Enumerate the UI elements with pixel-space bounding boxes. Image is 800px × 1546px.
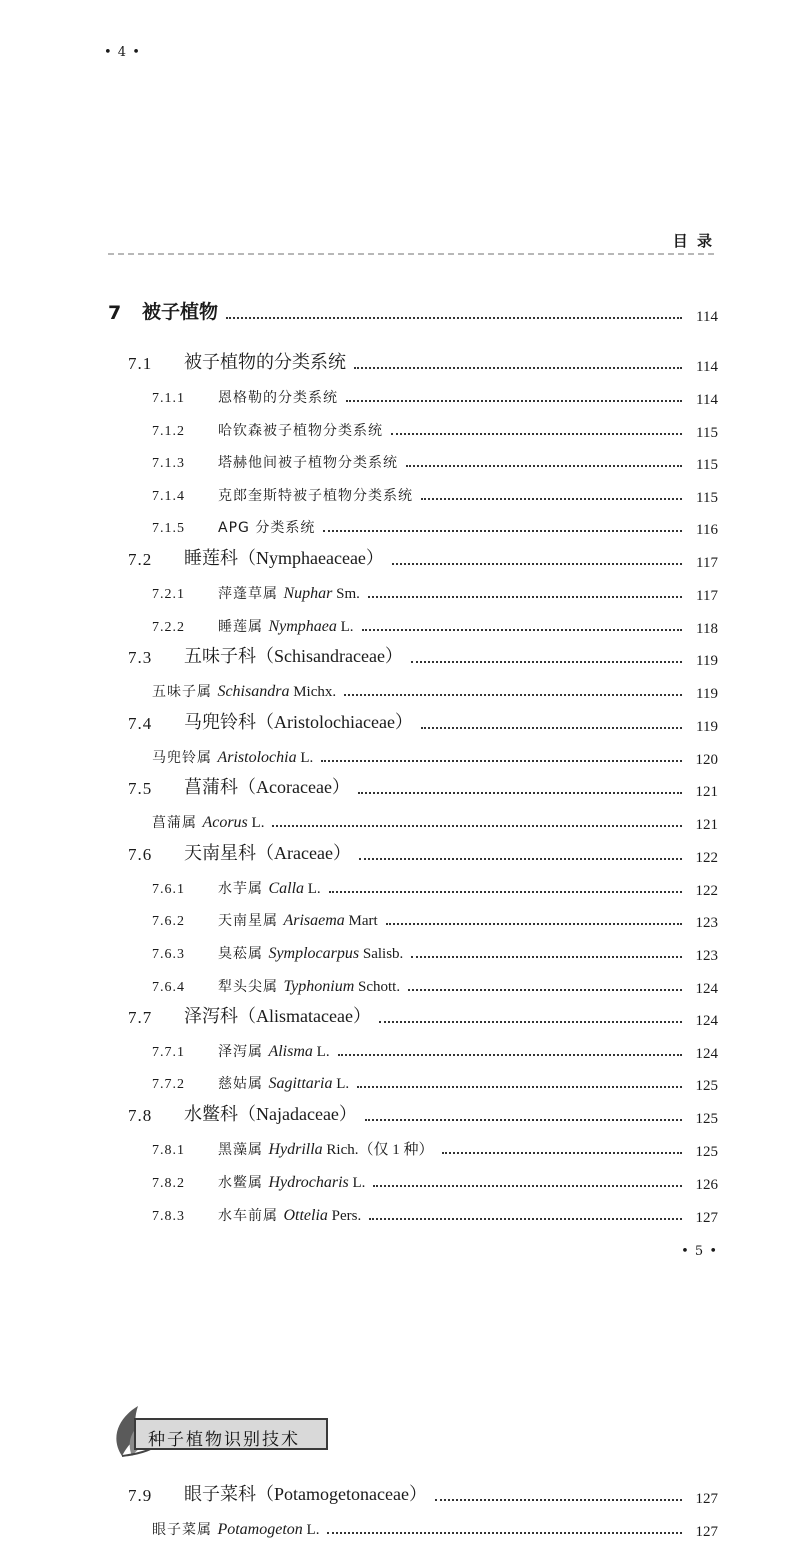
toc-entry-genus-name: Arisaema: [283, 912, 345, 929]
toc-entry-title: [184, 708, 413, 734]
toc-entry-title: [218, 420, 383, 440]
toc-leader-dots: [272, 825, 682, 827]
toc-entry-number: 7.9: [128, 1486, 153, 1505]
toc-entry-title: [218, 910, 378, 930]
toc-entry-number: 7.6.2: [152, 914, 185, 929]
toc-entry-number: 7.1.3: [152, 456, 185, 471]
toc-entry-number: 7.2.1: [152, 587, 185, 602]
toc-entry-page: 124: [695, 1013, 718, 1029]
toc-leader-dots: [392, 563, 682, 565]
toc-entry-title: [218, 878, 321, 898]
toc-entry-page: 119: [696, 686, 718, 702]
toc-entry-cn-title: 黑藻属: [218, 1142, 263, 1158]
toc-entry[interactable]: [0, 773, 800, 799]
toc-entry-latin: Michx.: [289, 684, 337, 700]
book-title-banner: [108, 1404, 328, 1456]
toc-entry-number: 7.7.1: [152, 1045, 185, 1060]
toc-entry-latin: L.: [332, 1076, 350, 1092]
toc-entry-cn-title: 菖蒲科: [184, 777, 238, 798]
toc-entry-page: 115: [696, 457, 718, 473]
toc-entry-genus-name: Aristolochia: [217, 749, 297, 766]
toc-entry-number: 7.1.4: [152, 489, 185, 504]
toc-entry-latin: Mart: [344, 913, 378, 929]
toc-entry-title: [218, 517, 315, 537]
toc-leader-dots: [368, 596, 682, 598]
toc-entry-cn-title: 眼子菜属: [152, 1522, 212, 1538]
toc-entry-number: 7.6.3: [152, 947, 185, 962]
toc-entry-cn-title: 被子植物: [142, 301, 219, 323]
toc-entry-cn-title: 天南星属: [218, 913, 278, 929]
toc-entry-title: [142, 297, 218, 324]
toc-entry-latin: Schott.: [354, 979, 401, 995]
toc-entry-page: 124: [695, 981, 718, 997]
toc-leader-dots: [359, 858, 682, 860]
toc-entry-cn-title: 水鳖属: [218, 1175, 263, 1191]
toc-entry-genus-name: Hydrocharis: [268, 1174, 349, 1191]
toc-entry-cn-title: 水鳖科: [184, 1104, 238, 1125]
toc-entry-genus-name: Typhonium: [283, 978, 355, 995]
toc-entry-cn-title: 五味子属: [152, 684, 212, 700]
toc-leader-dots: [358, 792, 682, 794]
toc-entry-page: 121: [695, 817, 718, 833]
toc-entry-cn-title: 塔赫他间被子植物分类系统: [218, 455, 398, 471]
toc-entry-page: 117: [696, 555, 718, 571]
toc-entry-latin: （Alismataceae）: [238, 1006, 371, 1026]
toc-entry-title: [218, 387, 338, 407]
toc-entry-title: [218, 1172, 365, 1192]
toc-entry[interactable]: [0, 298, 800, 324]
toc-entry[interactable]: [0, 381, 800, 407]
toc-leader-dots: [323, 530, 682, 532]
toc-entry[interactable]: [0, 1035, 800, 1061]
toc-entry-genus-name: Acorus: [202, 814, 248, 831]
page-number-bottom: • 5 •: [681, 1244, 718, 1259]
toc-entry[interactable]: [0, 479, 800, 505]
toc-entry-genus-name: Nuphar: [283, 585, 333, 602]
toc-leader-dots: [369, 1218, 682, 1220]
toc-entry-latin: Sm.: [332, 586, 360, 602]
toc-entry-latin: （Schisandraceae）: [256, 646, 403, 666]
toc-entry-title: [184, 773, 350, 799]
toc-entry[interactable]: [0, 577, 800, 603]
toc-entry-cn-title: 五味子科: [184, 646, 256, 667]
toc-entry-number: 7: [108, 302, 122, 324]
toc-entry-title: [184, 348, 346, 374]
toc-entry-title: [152, 747, 313, 767]
toc-entry-title: [184, 1480, 427, 1506]
toc-entry-number: 7.2: [128, 550, 153, 569]
toc-entry-title: [218, 485, 413, 505]
toc-entry-latin: Salisb.: [359, 946, 404, 962]
toc-entry-page: 125: [695, 1144, 718, 1160]
toc-leader-dots: [406, 465, 682, 467]
toc-entry-number: 7.6.4: [152, 980, 185, 995]
toc-entry-latin: L.: [348, 1175, 366, 1191]
toc-entry[interactable]: [0, 872, 800, 898]
toc-entry[interactable]: [0, 446, 800, 472]
toc-entry[interactable]: [0, 511, 800, 537]
toc-entry-cn-title: 萍蓬草属: [218, 586, 278, 602]
toc-entry-title: [152, 1519, 319, 1539]
toc-leader-dots: [386, 923, 682, 925]
toc-entry-number: 7.7: [128, 1008, 153, 1027]
toc-entry-cn-title: 慈姑属: [218, 1076, 263, 1092]
toc-entry-title: [184, 1100, 357, 1126]
toc-entry-title: [152, 812, 264, 832]
toc-leader-dots: [442, 1152, 682, 1154]
toc-entry-page: 120: [695, 752, 718, 768]
toc-entry-page: 119: [696, 719, 718, 735]
toc-entry-page: 124: [695, 1046, 718, 1062]
toc-entry-cn-title: 菖蒲属: [152, 815, 197, 831]
toc-entry-page: 125: [695, 1111, 718, 1127]
toc-entry-genus-name: Symplocarpus: [268, 945, 360, 962]
toc-entry[interactable]: [0, 642, 800, 668]
running-header-title: 目 录: [672, 232, 714, 250]
toc-entry-number: 7.5: [128, 779, 153, 798]
toc-entry-latin: （Araceae）: [256, 843, 351, 863]
toc-leader-dots: [344, 694, 682, 696]
toc-entry-latin: L.: [304, 881, 321, 897]
toc-entry-number: 7.1: [128, 354, 153, 373]
toc-entry[interactable]: [0, 1480, 800, 1506]
toc-leader-dots: [379, 1021, 682, 1023]
toc-entry-number: 7.4: [128, 714, 153, 733]
toc-leader-dots: [357, 1086, 682, 1088]
toc-entry-title: [218, 943, 403, 963]
toc-leader-dots: [362, 629, 682, 631]
toc-entry-genus-name: Ottelia: [283, 1207, 328, 1224]
toc-entry-page: 121: [695, 784, 718, 800]
toc-entry[interactable]: [0, 1100, 800, 1126]
toc-entry-number: 7.2.2: [152, 620, 185, 635]
toc-entry-number: 7.8.3: [152, 1209, 185, 1224]
toc-entry-number: 7.8.1: [152, 1143, 185, 1158]
toc-entry-cn-title: 睡莲属: [218, 619, 263, 635]
toc-leader-dots: [338, 1054, 682, 1056]
toc-leader-dots: [435, 1499, 682, 1501]
toc-entry-cn-title: 眼子菜科: [184, 1484, 256, 1505]
toc-entry-title: [218, 976, 400, 996]
toc-entry-genus-name: Potamogeton: [217, 1521, 303, 1538]
toc-leader-dots: [421, 498, 682, 500]
toc-entry[interactable]: [0, 544, 800, 570]
toc-entry-cn-title: 睡莲科: [184, 548, 238, 569]
toc-entry[interactable]: [0, 839, 800, 865]
toc-entry-cn-title: 水芋属: [218, 881, 263, 897]
toc-entry[interactable]: [0, 708, 800, 734]
toc-entry[interactable]: [0, 675, 800, 701]
toc-leader-dots: [329, 891, 682, 893]
toc-entry-genus-name: Alisma: [268, 1043, 313, 1060]
toc-leader-dots: [411, 956, 682, 958]
toc-entry-cn-title: 水车前属: [218, 1208, 278, 1224]
toc-entry-latin: L.: [312, 1044, 330, 1060]
toc-entry[interactable]: [0, 1133, 800, 1159]
toc-entry-latin: Pers.: [327, 1208, 362, 1224]
toc-entry-title: [218, 1041, 330, 1061]
toc-entry-number: 7.6: [128, 845, 153, 864]
toc-entry-latin: Rich.（仅 1 种）: [322, 1142, 434, 1158]
toc-entry-number: 7.1.2: [152, 424, 185, 439]
toc-entry-title: [218, 452, 398, 472]
toc-entry-page: 115: [696, 490, 718, 506]
toc-entry-cn-title: 恩格勒的分类系统: [218, 390, 338, 406]
toc-leader-dots: [346, 400, 682, 402]
toc-entry-number: 7.1.5: [152, 521, 185, 536]
toc-entry[interactable]: [0, 610, 800, 636]
toc-entry[interactable]: [0, 937, 800, 963]
toc-entry-latin: L.: [336, 619, 354, 635]
toc-entry-latin: （Acoraceae）: [238, 777, 350, 797]
toc-entry-page: 123: [695, 948, 718, 964]
toc-entry-page: 119: [696, 653, 718, 669]
toc-entry-page: 114: [696, 309, 718, 325]
toc-entry-title: [152, 681, 336, 701]
toc-entry-page: 127: [695, 1210, 718, 1226]
toc-entry[interactable]: [0, 806, 800, 832]
toc-leader-dots: [226, 317, 682, 319]
toc-entry-cn-title: 天南星科: [184, 843, 256, 864]
toc-entry-cn-title: 泽泻科: [184, 1006, 238, 1027]
toc-entry-latin: （Nymphaeaceae）: [238, 548, 384, 568]
toc-entry-page: 116: [696, 522, 718, 538]
toc-entry-page: 114: [696, 359, 718, 375]
toc-entry-title: [218, 1073, 349, 1093]
toc-leader-dots: [408, 989, 682, 991]
toc-entry[interactable]: [0, 741, 800, 767]
toc-entry-title: [184, 642, 403, 668]
toc-leader-dots: [365, 1119, 682, 1121]
toc-entry[interactable]: [0, 348, 800, 374]
toc-entry-cn-title: 哈钦森被子植物分类系统: [218, 423, 383, 439]
toc-entry-page: 122: [695, 883, 718, 899]
toc-entry-latin: （Potamogetonaceae）: [256, 1484, 427, 1504]
toc-entry[interactable]: [0, 1513, 800, 1539]
toc-entry-genus-name: Calla: [268, 880, 305, 897]
toc-entry-page: 118: [696, 621, 718, 637]
toc-entry[interactable]: [0, 414, 800, 440]
toc-entry-page: 122: [695, 850, 718, 866]
toc-entry-cn-title: APG 分类系统: [218, 520, 316, 536]
toc-entry-cn-title: 臭菘属: [218, 946, 263, 962]
toc-entry-page: 123: [695, 915, 718, 931]
toc-entry[interactable]: [0, 1067, 800, 1093]
toc-entry-cn-title: 犁头尖属: [218, 979, 278, 995]
toc-entry-number: 7.7.2: [152, 1077, 185, 1092]
toc-entry-number: 7.8.2: [152, 1176, 185, 1191]
toc-entry-title: [184, 1002, 371, 1028]
toc-entry-page: 114: [696, 392, 718, 408]
toc-entry-number: 7.8: [128, 1106, 153, 1125]
toc-entry-genus-name: Nymphaea: [268, 618, 337, 635]
toc-entry-cn-title: 泽泻属: [218, 1044, 263, 1060]
banner-box: [134, 1418, 328, 1450]
header-rule: [108, 253, 714, 255]
toc-entry-latin: L.: [247, 815, 265, 831]
toc-entry-number: 7.3: [128, 648, 153, 667]
toc-entry-cn-title: 被子植物的分类系统: [184, 352, 346, 373]
toc-entry[interactable]: [0, 904, 800, 930]
toc-entry-page: 125: [695, 1078, 718, 1094]
toc-leader-dots: [411, 661, 682, 663]
toc-entry-page: 127: [695, 1491, 718, 1507]
toc-entry-latin: （Aristolochiaceae）: [256, 712, 413, 732]
toc-entry-latin: L.: [302, 1522, 320, 1538]
toc-entry-latin: （Najadaceae）: [238, 1104, 357, 1124]
toc-entry-page: 127: [695, 1524, 718, 1540]
toc-entry-number: 7.1.1: [152, 391, 185, 406]
toc-entry[interactable]: [0, 1199, 800, 1225]
toc-leader-dots: [354, 367, 682, 369]
toc-leader-dots: [327, 1532, 682, 1534]
toc-entry-title: [184, 544, 384, 570]
toc-entry-title: [218, 616, 354, 636]
toc-entry-page: 117: [696, 588, 718, 604]
toc-leader-dots: [421, 727, 682, 729]
toc-leader-dots: [391, 433, 682, 435]
toc-entry-cn-title: 马兜铃科: [184, 712, 256, 733]
toc-entry-title: [218, 1205, 361, 1225]
toc-entry-genus-name: Hydrilla: [268, 1141, 323, 1158]
toc-entry[interactable]: [0, 1166, 800, 1192]
toc-entry-number: 7.6.1: [152, 882, 185, 897]
toc-leader-dots: [373, 1185, 682, 1187]
toc-entry-title: [218, 583, 360, 603]
toc-entry-title: [184, 839, 351, 865]
toc-entry-page: 126: [695, 1177, 718, 1193]
toc-entry-latin: L.: [296, 750, 314, 766]
banner-text: 种子植物识别技术: [148, 1430, 300, 1450]
toc-entry[interactable]: [0, 1002, 800, 1028]
toc-entry-cn-title: 马兜铃属: [152, 750, 212, 766]
toc-entry-genus-name: Schisandra: [217, 683, 290, 700]
toc-entry-title: [218, 1138, 434, 1159]
toc-entry[interactable]: [0, 970, 800, 996]
toc-entry-page: 115: [696, 425, 718, 441]
toc-entry-cn-title: 克郎奎斯特被子植物分类系统: [218, 488, 413, 504]
toc-leader-dots: [321, 760, 682, 762]
toc-entry-genus-name: Sagittaria: [268, 1075, 333, 1092]
page-number-top: • 4 •: [104, 45, 141, 60]
